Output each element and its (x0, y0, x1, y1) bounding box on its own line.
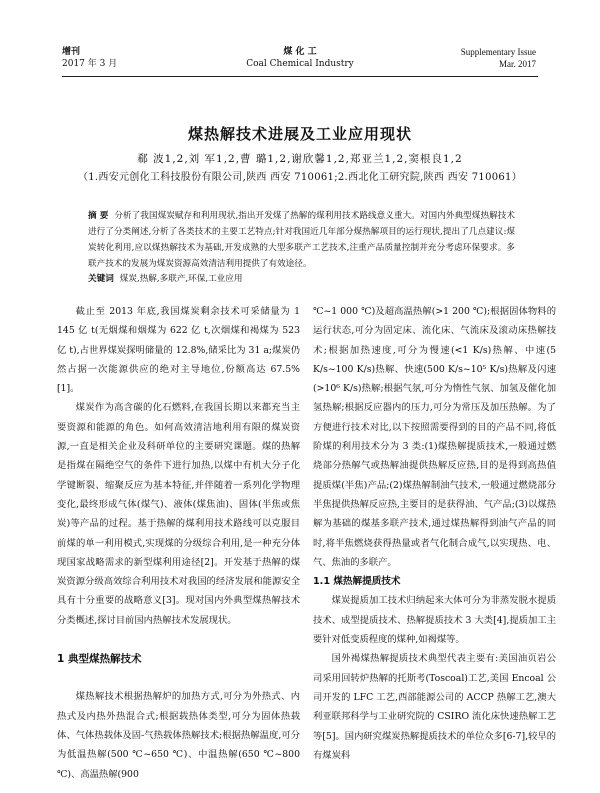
paper-title: 煤热解技术进展及工业应用现状 (187, 125, 412, 143)
paper-authors: 郗 波1,2,刘 军1,2,曹 璐1,2,谢欣馨1,2,郑亚兰1,2,窦根良1,2 (137, 153, 463, 165)
keywords-text: 煤炭,热解,多联产,环保,工业应用 (119, 274, 243, 284)
paragraph: 国外褐煤热解提质技术典型代表主要有:美国油页岩公司采用回转炉热解的托斯考(Toscoal)工艺,美国 Encoal 公司开发的 LFC 工艺,西部能源公司的 ACCP 热解工艺,澳大利亚联邦科学与工业研究院的 CSIRO 流化床快速热解工艺等[5]。国内研究煤炭热解提质技术的单位众多[6-7],较早的有煤炭科 (313, 653, 556, 761)
issue-label-en: Supplementary Issue (460, 47, 536, 57)
issue-date-en: Mar. 2017 (499, 59, 536, 69)
paper-affiliation: （1.西安元创化工科技股份有限公司,陕西 西安 710061;2.西北化工研究院,陕西 西安 710061） (77, 172, 523, 183)
journal-name-cn: 煤 化 工 (283, 47, 317, 57)
keywords (88, 272, 515, 286)
body-column-right (313, 302, 556, 765)
paragraph: 截止至 2013 年底,我国煤炭剩余技术可采储量为 1 145 亿 t(无烟煤和烟煤为 622 亿 t,次烟煤和褐煤为 523 亿 t),占世界煤炭探明储量的 12.8%,储采比为 31 a;煤炭仍然占据一次能源供应的绝对主导地位,份额高达 67.5%[1]。 (57, 306, 300, 395)
keywords-label: 关键词 (88, 274, 114, 284)
section-heading: 1 典型煤热解技术 (57, 653, 142, 666)
issue-date: 2017 年 3 月 (62, 59, 118, 69)
abstract-text: 分析了我国煤炭赋存和利用现状,指出开发煤了热解的煤利用技术路线意义重大。对国内外典型煤热解技术进行了分类阐述,分析了各类技术的主要工艺特点;针对我国近几年部分煤热解项目的运行现状,提出了几点建议:煤炭转化利用,应以煤热解技术为基础,开发成熟的大型多联产工艺技术,注重产品质量控制并充分考虑环保要求。多联产技术的发展为煤炭资源高效清洁利用提供了有效途径。 (88, 211, 516, 269)
issue-label: 增刊 (62, 47, 81, 57)
abstract-label: 摘 要 (88, 211, 109, 221)
journal-name-en: Coal Chemical Industry (246, 59, 354, 69)
paragraph: 煤热解技术根据热解炉的加热方式,可分为外热式、内热式及内热外热混合式;根据载热体类型,可分为固体热载体、气体热载体及固-气热载体热解技术;根据热解温度,可分为低温热解(500 ℃~650 ℃)、中温热解(650 ℃~800 ℃)、高温热解(900 (57, 691, 300, 780)
paragraph: 煤炭作为高含碳的化石燃料,在我国长期以来都充当主要资源和能源的角色。如何高效清洁地利用有限的煤炭资源,一直是相关企业及科研单位的主要研究课题。煤的热解是指煤在隔绝空气的条件下进行加热,以煤中有机大分子化学键断裂、缩聚反应为基本特征,并伴随着一系列化学物理变化,最终形成气体(煤气)、液体(煤焦油)、固体(半焦或焦炭)等产品的过程。基于热解的煤利用技术路线可以克服目前煤的单一利用模式,实现煤的分级综合利用,是一种充分体现国家战略需求的新型煤利用途径[2]。开发基于热解的煤炭资源分级高效综合利用技术对我国的经济发展和能源安全具有十分重要的战略意义[3]。现对国内外典型煤热解技术分类概述,探讨目前国内热解技术发展现状。 (57, 402, 300, 626)
paragraph: 煤炭提质加工技术归纳起来大体可分为非蒸发脱水提质技术、成型提质技术、热解提质技术 3 大类[4],提质加工主要针对低变质程度的煤种,如褐煤等。 (313, 595, 556, 646)
subsection-heading: 1.1 煤热解提质技术 (313, 576, 401, 588)
journal-issue-en (461, 46, 536, 70)
header-rule (62, 76, 538, 77)
body-column-left (57, 302, 300, 784)
paragraph: ℃~1 000 ℃)及超高温热解(>1 200 ℃);根据固体物料的运行状态,可分为固定床、流化床、气流床及滚动床热解技术;根据加热速度,可分为慢速(<1 K/s)热解、中速(5 K/s~100 K/s)热解、快速(500 K/s~10⁵ K/s)热解及闪速(>10⁶ K/s)热解;根据气氛,可分为惰性气氛、加氢及催化加氢热解;根据反应器内的压力,可分为常压及加压热解。为了方便进行技术对比,以下按照需要得到的目的产品不同,将低阶煤的利用技术分为 3 类:(1)煤热解提质技术,一般通过燃烧部分热解气或热解油提供热解反应热,目的是得到高热值提质煤(半焦)产品;(2)煤热解制油气技术,一般通过燃烧部分半焦提供热解反应热,主要目的是获得油、气产品;(3)以煤热解为基础的煤基多联产技术,通过煤热解得到油气产品的同时,将半焦燃烧获得热量或者气化制合成气,以实现热、电、气、焦油的多联产。 (313, 306, 556, 568)
abstract (88, 208, 515, 272)
